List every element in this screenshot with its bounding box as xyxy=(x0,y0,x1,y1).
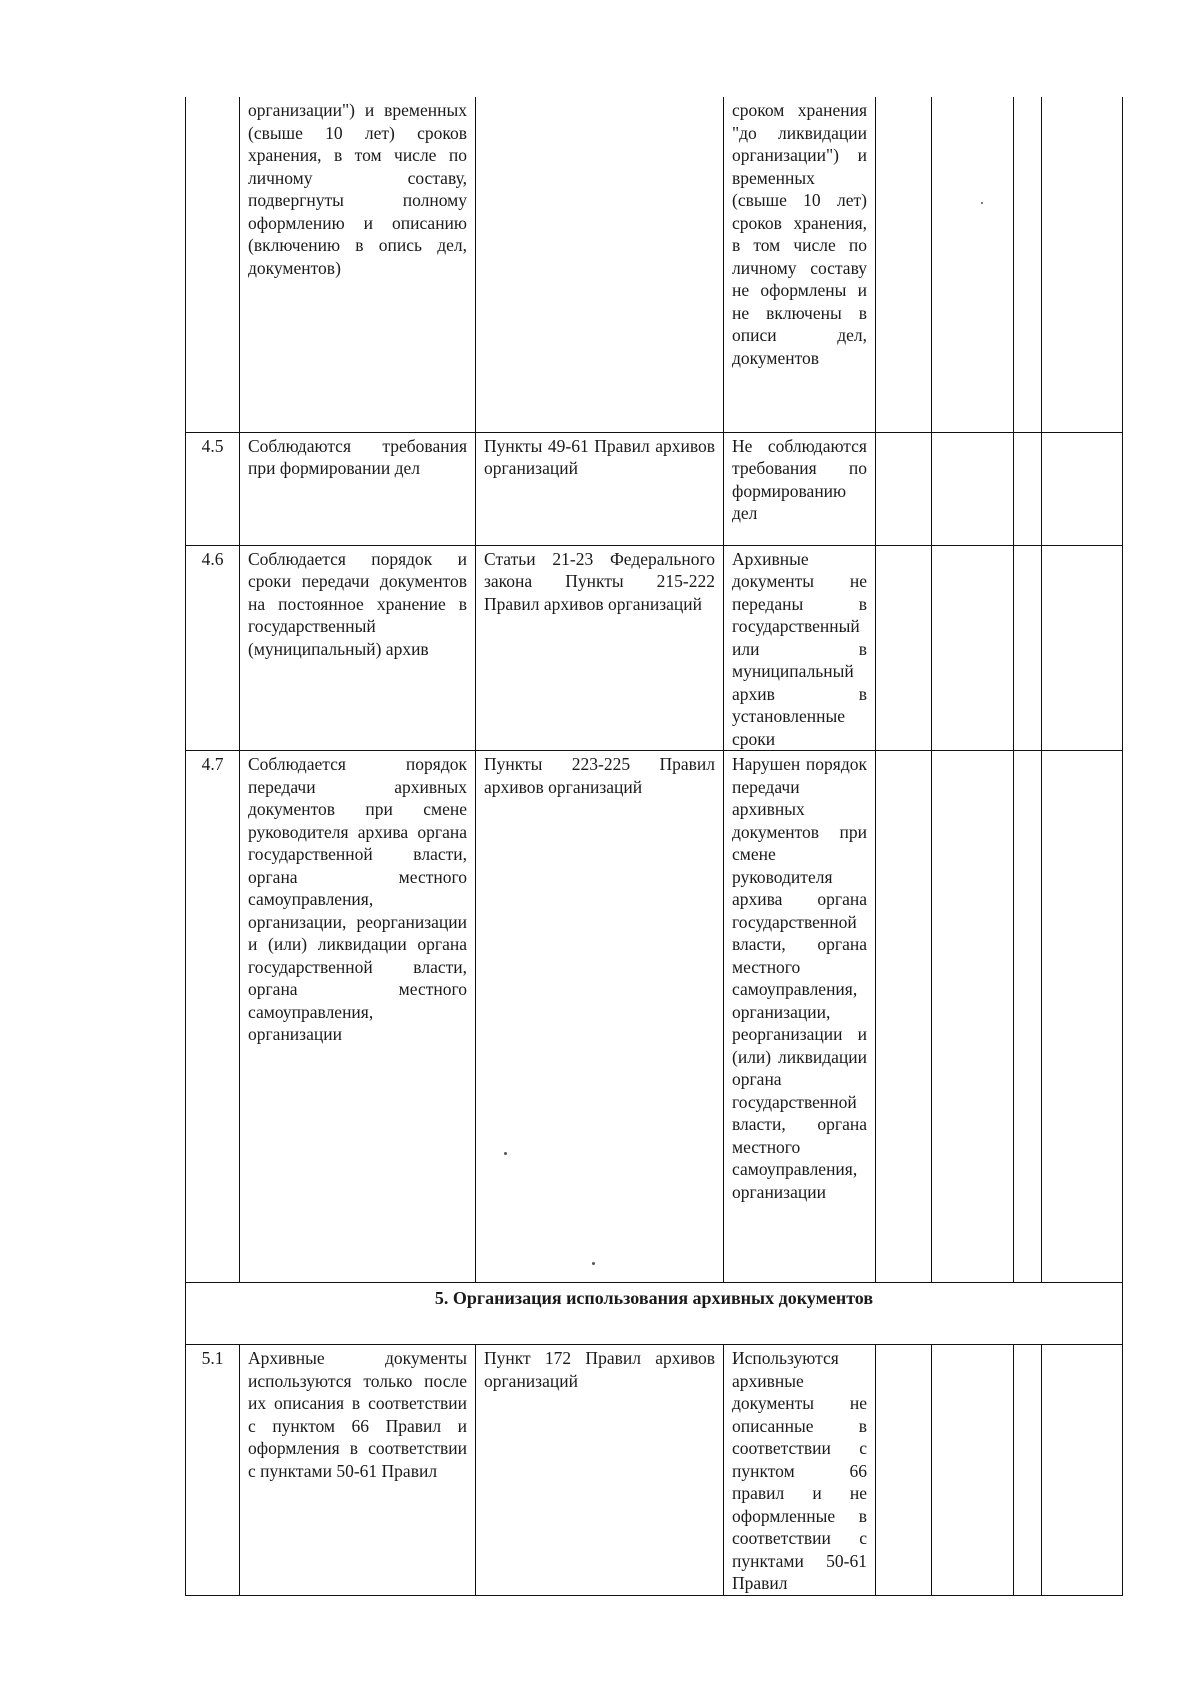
table-row xyxy=(186,432,1123,545)
row-number: 4.5 xyxy=(186,432,240,545)
row-number xyxy=(186,97,240,432)
requirement-cell: Соблюдается порядок передачи архивных документов при смене руководителя архива органа государственной власти, органа местного самоуправления, организации, реорганизации и (или) ликвидации органа государственной власти, органа местного самоуправления, организации xyxy=(240,751,476,1283)
empty-cell xyxy=(932,1345,1014,1596)
reference-cell xyxy=(476,97,724,432)
row-number: 4.7 xyxy=(186,751,240,1283)
empty-cell xyxy=(1042,751,1123,1283)
violation-cell: Архивные документы не переданы в государственный или в муниципальный архив в установленные сроки xyxy=(724,545,876,751)
requirement-cell: Соблюдаются требования при формировании дел xyxy=(240,432,476,545)
empty-cell xyxy=(876,545,932,751)
reference-cell: Пункты 49-61 Правил архивов организаций xyxy=(476,432,724,545)
violation-cell: сроком хранения "до ликвидации организации") и временных (свыше 10 лет) сроков хранения, в том числе по личному составу не оформлены и не включены в описи дел, документов xyxy=(724,97,876,432)
requirement-cell: Архивные документы используются только после их описания в соответствии с пунктом 66 Правил и оформления в соответствии с пунктами 50-61 Правил xyxy=(240,1345,476,1596)
empty-cell xyxy=(932,751,1014,1283)
table-row xyxy=(186,1345,1123,1596)
table-row xyxy=(186,545,1123,751)
empty-cell xyxy=(1014,1345,1042,1596)
empty-cell xyxy=(876,751,932,1283)
reference-cell: Пункты 223-225 Правил архивов организаций xyxy=(476,751,724,1283)
requirement-cell: Соблюдается порядок и сроки передачи документов на постоянное хранение в государственный (муниципальный) архив xyxy=(240,545,476,751)
section-header-row xyxy=(186,1283,1123,1345)
empty-cell xyxy=(1042,97,1123,432)
empty-cell xyxy=(1042,432,1123,545)
empty-cell xyxy=(1014,432,1042,545)
empty-cell xyxy=(1014,545,1042,751)
empty-cell xyxy=(876,432,932,545)
table-row xyxy=(186,751,1123,1283)
empty-cell xyxy=(932,97,1014,432)
violation-cell: Нарушен порядок передачи архивных документов при смене руководителя архива органа государственной власти, органа местного самоуправления, организации, реорганизации и (или) ликвидации органа государственной власти, органа местного самоуправления, организации xyxy=(724,751,876,1283)
reference-cell: Статьи 21-23 Федерального закона Пункты 215-222 Правил архивов организаций xyxy=(476,545,724,751)
empty-cell xyxy=(1014,751,1042,1283)
inspection-checklist-table xyxy=(185,97,1123,1596)
row-number: 5.1 xyxy=(186,1345,240,1596)
section-5-title: 5. Организация использования архивных документов xyxy=(186,1283,1123,1345)
requirement-cell: организации") и временных (свыше 10 лет) сроков хранения, в том числе по личному составу, подвергнуты полному оформлению и описанию (включению в опись дел, документов) xyxy=(240,97,476,432)
empty-cell xyxy=(876,97,932,432)
table-row xyxy=(186,97,1123,432)
reference-cell: Пункт 172 Правил архивов организаций xyxy=(476,1345,724,1596)
empty-cell xyxy=(932,432,1014,545)
empty-cell xyxy=(1014,97,1042,432)
empty-cell xyxy=(876,1345,932,1596)
empty-cell xyxy=(932,545,1014,751)
violation-cell: Используются архивные документы не описанные в соответствии с пунктом 66 правил и не оформленные в соответствии с пунктами 50-61 Правил xyxy=(724,1345,876,1596)
violation-cell: Не соблюдаются требования по формированию дел xyxy=(724,432,876,545)
row-number: 4.6 xyxy=(186,545,240,751)
empty-cell xyxy=(1042,1345,1123,1596)
empty-cell xyxy=(1042,545,1123,751)
